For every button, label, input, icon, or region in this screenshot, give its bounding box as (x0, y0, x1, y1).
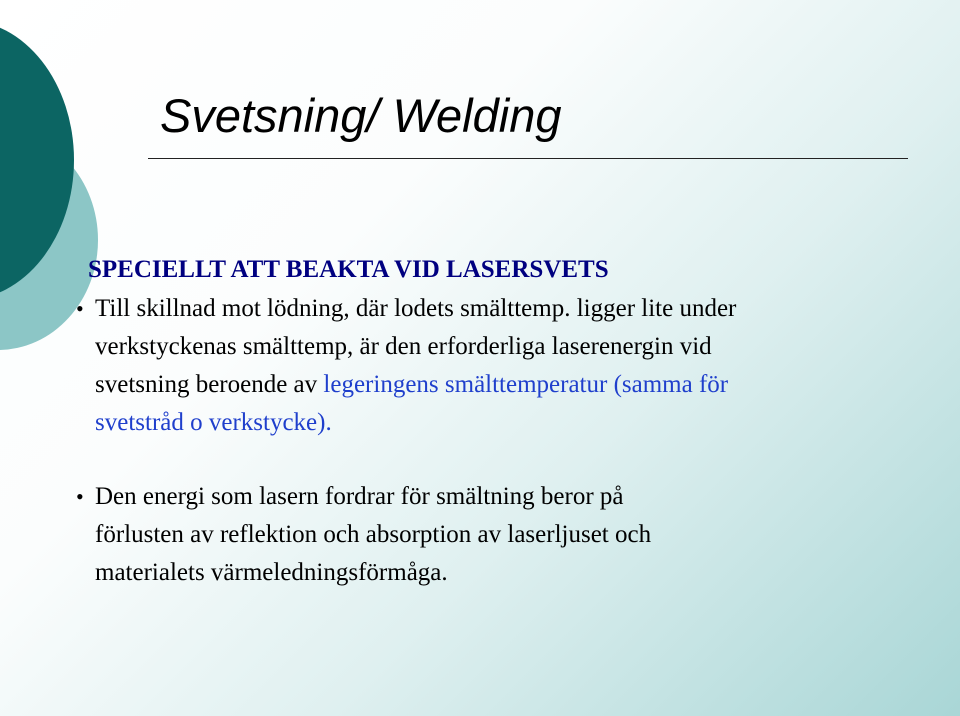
bullet-1-line-3 (76, 366, 916, 404)
bullet-1-line-4 (76, 404, 916, 442)
section-heading: SPECIELLT ATT BEAKTA VID LASERSVETS (88, 256, 609, 283)
bullet-1-highlight-1: legeringens smälttemperatur (samma för (323, 371, 729, 398)
bullet-2-line-1 (76, 478, 916, 516)
bullet-dot-icon: • (76, 484, 84, 509)
title-underline (148, 158, 908, 159)
bullet-1-text-3: svetsning beroende av (95, 371, 324, 398)
bullet-2-text-1: Den energi som lasern fordrar för smältning beror på (95, 483, 624, 510)
bullet-1-line-1 (76, 290, 916, 328)
bullet-2-text-3: materialets värmeledningsförmåga. (95, 559, 448, 586)
bullet-point-1 (76, 290, 916, 442)
bullet-point-2 (76, 478, 916, 592)
bullet-dot-icon: • (76, 296, 84, 321)
bullet-2-line-2 (76, 516, 916, 554)
slide-title: Svetsning/ Welding (160, 89, 562, 142)
bullet-1-text-1: Till skillnad mot lödning, där lodets smälttemp. ligger lite under (95, 295, 737, 322)
bullet-1-highlight-2: svetstråd o verkstycke). (95, 409, 332, 436)
bullet-2-line-3 (76, 554, 916, 592)
bullet-2-text-2: förlusten av reflektion och absorption av laserljuset och (95, 521, 652, 548)
bullet-1-text-2: verkstyckenas smälttemp, är den erforderliga laserenergin vid (95, 333, 712, 360)
bullet-1-line-2 (76, 328, 916, 366)
